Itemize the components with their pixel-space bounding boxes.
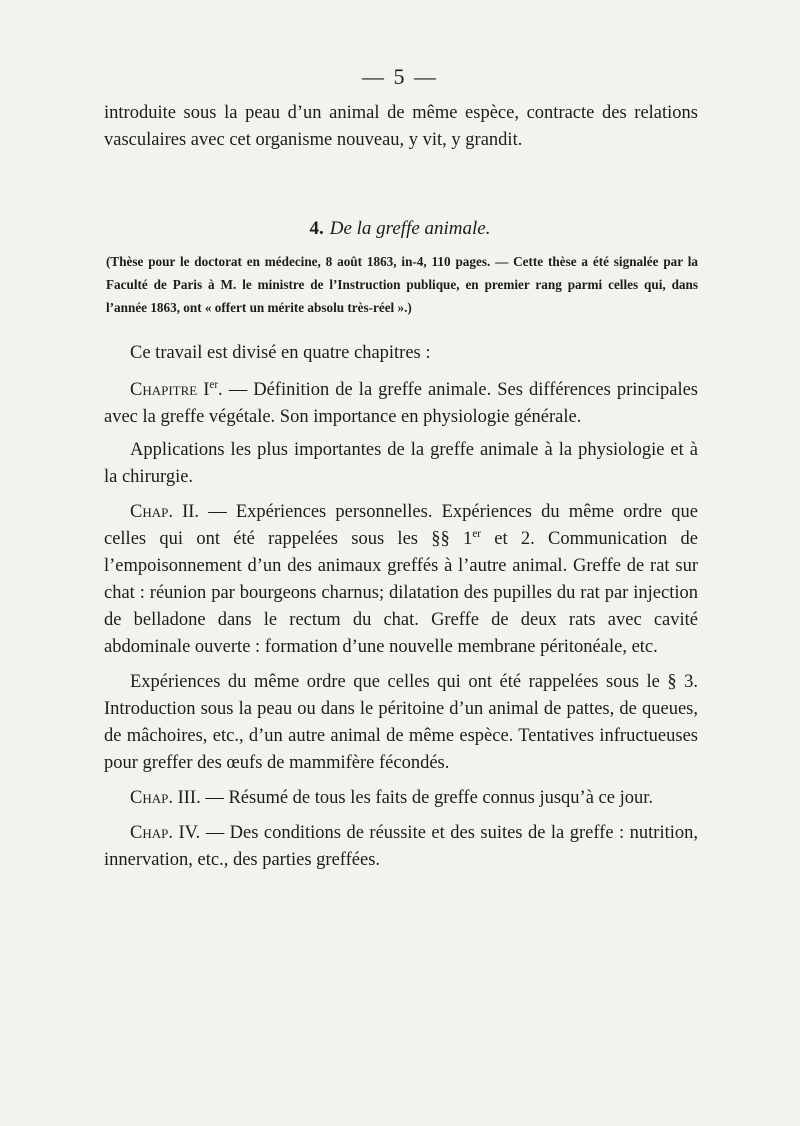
thesis-note: (Thèse pour le doctorat en médecine, 8 août 1863, in-4, 110 pages. — Cette thèse a été signalée par la Faculté de Paris à M. le ministre de l’Instruction publique, en premier rang parmi celles qui, dans l’année 1863, ont « offert un mérite absolu très-réel ».) (106, 254, 698, 315)
section-title: De la greffe animale. (329, 218, 491, 239)
body-block (104, 340, 698, 874)
applications-paragraph: Applications les plus importantes de la greffe animale à la physiologie et à la chirurgie. (104, 440, 698, 487)
section-heading (0, 218, 800, 240)
chapter-3-label: Chap. III. (130, 788, 201, 808)
chapter-2-sup: er (472, 527, 481, 540)
chapter-4 (104, 820, 698, 874)
chapter-1-sup: er (209, 378, 219, 391)
chapter-1-text: — Définition de la greffe animale. Ses différences principales avec la greffe végétale. Son importance en physiologie générale. (104, 380, 698, 427)
section-number: 4. (309, 218, 324, 239)
chapter-2-text-b: et 2. Communication de l’empoisonnement d’un des animaux greffés à l’autre animal. Greffe de rat sur chat : réunion par bourgeons charnus; dilatation des pupilles du rat par injection de belladone dans le rectum du chat. Greffe de deux rats avec cavité abdominale ouverte : formation d’une nouvelle membrane péritonéale, etc. (104, 529, 698, 657)
chapter-1-dot: . (218, 380, 223, 400)
chapter-2-label: Chap. II. (130, 502, 200, 522)
chapter-2-text-a: — Expériences personnelles. Expériences du même ordre que celles qui ont été rappelées sous les §§ 1 (104, 502, 698, 549)
experiments-paragraph: Expériences du même ordre que celles qui ont été rappelées sous le § 3. Introduction sous la peau ou dans le péritoine d’un animal de pattes, de queues, de mâchoires, etc., d’un autre animal de même espèce. Tentatives infructueuses pour greffer des œufs de mammifère fécondés. (104, 672, 698, 773)
chapter-2 (104, 499, 698, 661)
chapter-1-label: Chapitre I (130, 380, 210, 400)
page-number: — 5 — (362, 64, 438, 89)
division-sentence: Ce travail est divisé en quatre chapitres : (130, 343, 431, 363)
intro-paragraph: introduite sous la peau d’un animal de même espèce, contracte des relations vasculaires avec cet organisme nouveau, y vit, y grandit. (104, 103, 698, 150)
chapter-3 (104, 785, 698, 812)
chapter-1 (104, 377, 698, 431)
chapter-4-label: Chap. IV. (130, 823, 201, 843)
chapter-4-text: — Des conditions de réussite et des suites de la greffe : nutrition, innervation, etc., des parties greffées. (104, 823, 699, 870)
thesis-note-block (106, 250, 698, 319)
chapter-3-text: — Résumé de tous les faits de greffe connus jusqu’à ce jour. (200, 788, 653, 808)
intro-block (104, 100, 698, 154)
